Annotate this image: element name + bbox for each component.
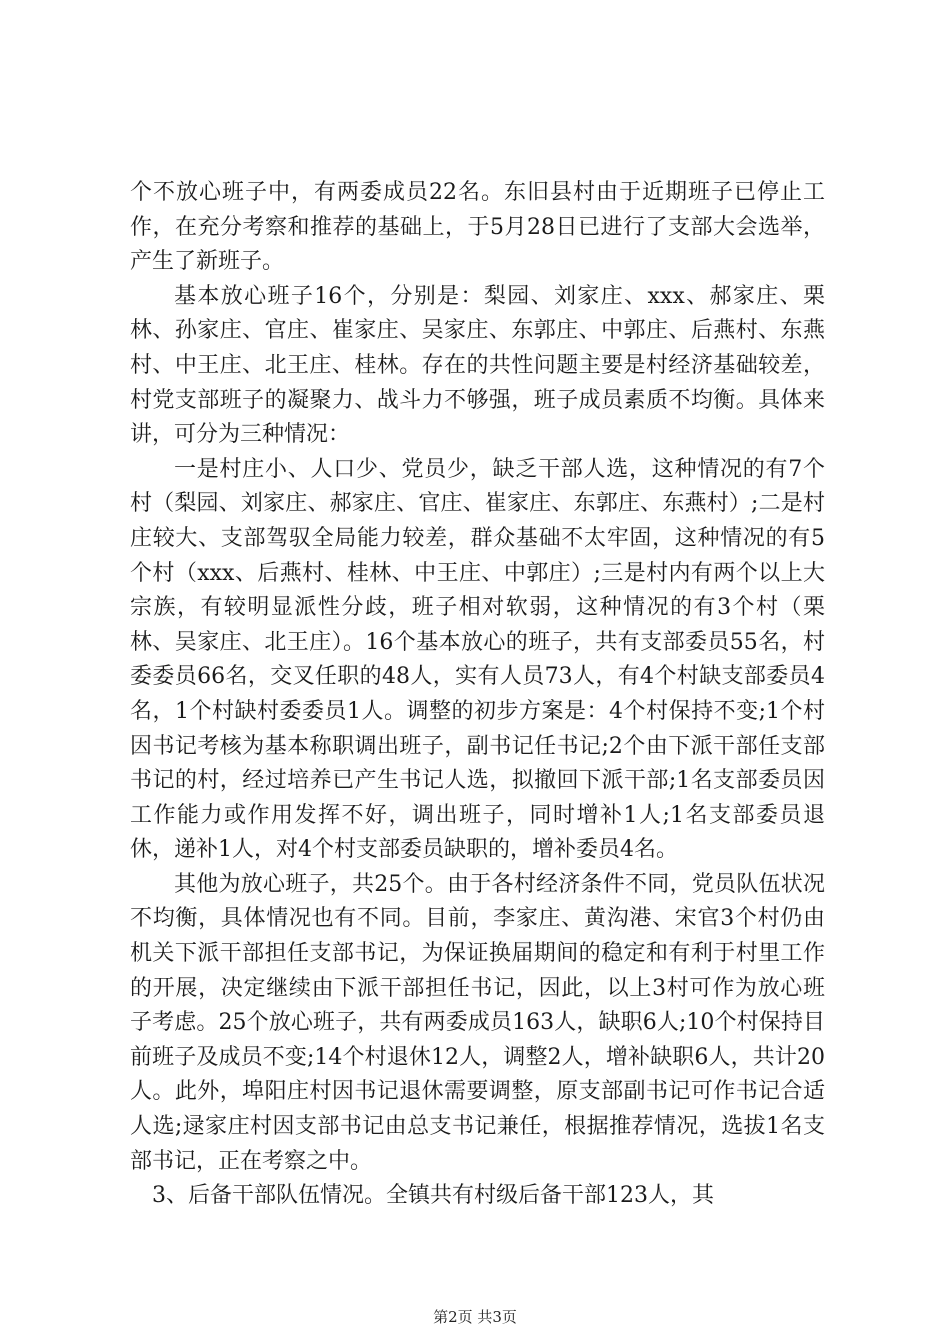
paragraph-2: 基本放心班子16个，分别是：梨园、刘家庄、xxx、郝家庄、栗林、孙家庄、官庄、崔家庄、吴家庄、东郭庄、中郭庄、后燕村、东燕村、中王庄、北王庄、桂林。存在的共性问题主要是村经济基础较差，村党支部班子的凝聚力、战斗力不够强，班子成员素质不均衡。具体来讲，可分为三种情况： <box>130 283 825 448</box>
paragraph-5: 3、后备干部队伍情况。全镇共有村级后备干部123人，其 <box>152 1183 714 1209</box>
paragraph-3: 一是村庄小、人口少、党员少，缺乏干部人选，这种情况的有7个村（梨园、刘家庄、郝家庄、官庄、崔家庄、东郭庄、东燕村）;二是村庄较大、支部驾驭全局能力较差，群众基础不太牢固，这种情况的有5个村（xxx、后燕村、桂林、中王庄、中郭庄）;三是村内有两个以上大宗族，有较明显派性分歧，班子相对软弱，这种情况的有3个村（栗林、吴家庄、北王庄）。16个基本放心的班子，共有支部委员55名，村委委员66名，交叉任职的48人，实有人员73人，有4个村缺支部委员4名，1个村缺村委委员1人。调整的初步方案是：4个村保持不变;1个村因书记考核为基本称职调出班子，副书记任书记;2个由下派干部任支部书记的村，经过培养已产生书记人选，拟撤回下派干部;1名支部委员因工作能力或作用发挥不好，调出班子，同时增补1人;1名支部委员退休，递补1人，对4个村支部委员缺职的，增补委员4名。 <box>130 456 825 863</box>
paragraph-1: 个不放心班子中，有两委成员22名。东旧县村由于近期班子已停止工作，在充分考察和推荐的基础上，于5月28日已进行了支部大会选举，产生了新班子。 <box>130 180 825 275</box>
paragraph-4: 其他为放心班子，共25个。由于各村经济条件不同，党员队伍状况不均衡，具体情况也有不同。目前，李家庄、黄沟港、宋官3个村仍由机关下派干部担任支部书记，为保证换届期间的稳定和有利于村里工作的开展，决定继续由下派干部担任书记，因此，以上3村可作为放心班子考虑。25个放心班子，共有两委成员163人，缺职6人;10个村保持目前班子及成员不变;14个村退休12人，调整2人，增补缺职6人，共计20人。此外，埠阳庄村因书记退休需要调整，原支部副书记可作书记合适人选;逯家庄村因支部书记由总支书记兼任，根据推荐情况，选拔1名支部书记，正在考察之中。 <box>130 871 825 1174</box>
page-footer: 第2页 共3页 <box>433 1308 517 1326</box>
document-body <box>130 176 825 1214</box>
